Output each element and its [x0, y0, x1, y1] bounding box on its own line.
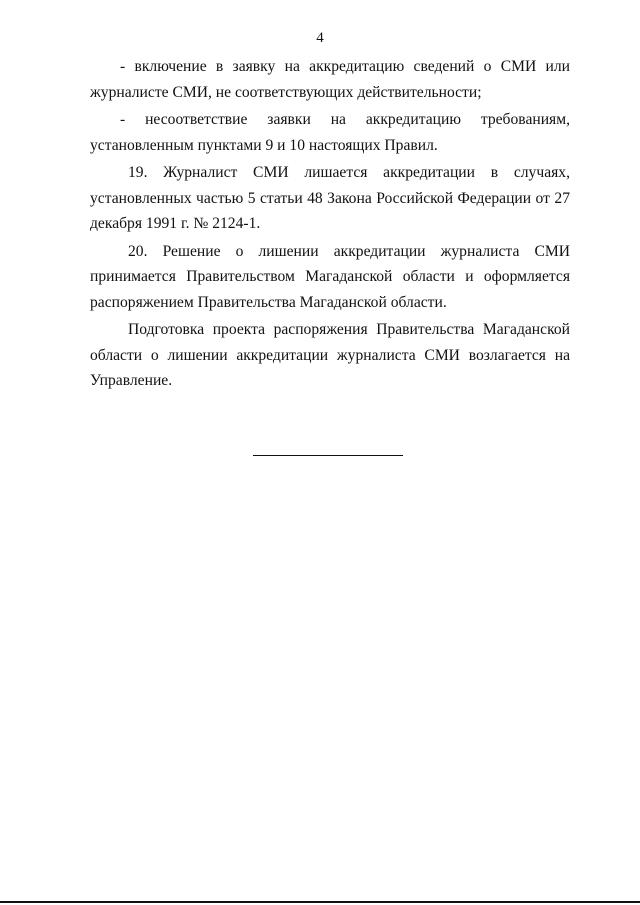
document-body [90, 54, 570, 394]
page-number: 4 [316, 30, 324, 46]
list-item-false-info: - включение в заявку на аккредитацию сведений о СМИ или журналисте СМИ, не соответствующих действительности; [90, 58, 570, 101]
clause-19: 19. Журналист СМИ лишается аккредитации в случаях, установленных частью 5 статьи 48 Закона Российской Федерации от 27 декабря 1991 г. № 2124-1. [90, 164, 570, 232]
list-item-nonconformity: - несоответствие заявки на аккредитацию требованиям, установленным пунктами 9 и 10 настоящих Правил. [90, 111, 570, 154]
end-divider [253, 455, 403, 456]
preparation-paragraph: Подготовка проекта распоряжения Правительства Магаданской области о лишении аккредитации журналиста СМИ возлагается на Управление. [90, 321, 570, 389]
scan-bottom-edge [0, 901, 640, 903]
clause-20: 20. Решение о лишении аккредитации журналиста СМИ принимается Правительством Магаданской области и оформляется распоряжением Правительства Магаданской области. [90, 242, 570, 311]
